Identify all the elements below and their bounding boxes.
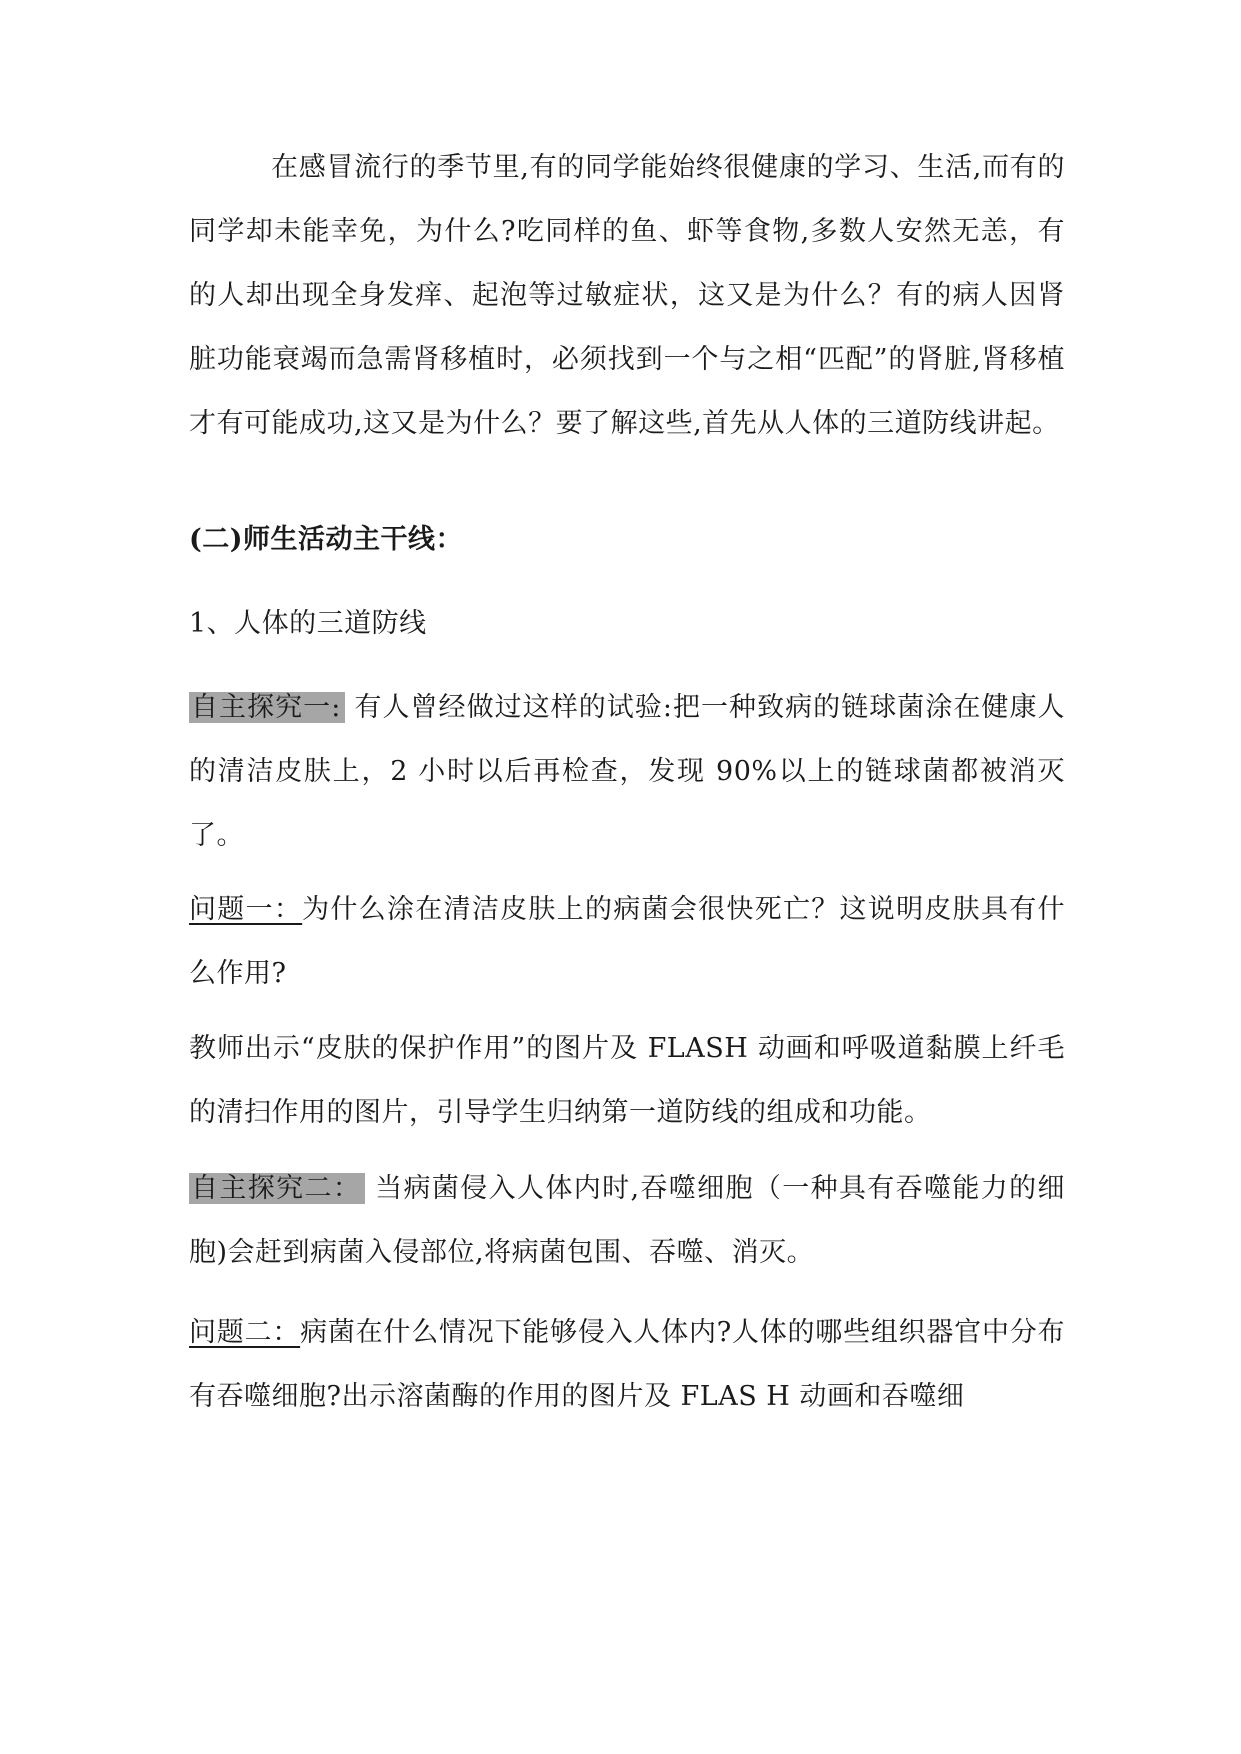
question-2-text: 病菌在什么情况下能够侵入人体内?人体的哪些组织器官中分布有吞噬细胞?出示溶菌酶的作用的图片及 FLAS H 动画和吞噬细 — [189, 1317, 1066, 1412]
inquiry-1-label: 自主探究一: — [189, 692, 345, 723]
question-2-label: 问题二： — [189, 1317, 301, 1348]
inquiry-1-paragraph — [189, 676, 1065, 868]
question-1-label: 问题一： — [189, 894, 303, 925]
teacher-note-text: 教师出示“皮肤的保护作用”的图片及 FLASH 动画和呼吸道黏膜上纤毛的清扫作用的图片，引导学生归纳第一道防线的组成和功能。 — [189, 1033, 1065, 1128]
subheading: 1、人体的三道防线 — [189, 608, 427, 639]
inquiry-2-paragraph — [189, 1157, 1065, 1285]
intro-paragraph — [189, 136, 1065, 456]
question-1-paragraph — [189, 878, 1065, 1006]
inquiry-2-text: 当病菌侵入人体内时,吞噬细胞（一种具有吞噬能力的细胞)会赶到病菌入侵部位,将病菌包围、吞噬、消灭。 — [189, 1173, 1066, 1268]
question-1-text: 为什么涂在清洁皮肤上的病菌会很快死亡？这说明皮肤具有什么作用? — [189, 894, 1066, 989]
question-2-paragraph — [189, 1301, 1065, 1429]
section-heading: (二)师生活动主干线： — [189, 524, 464, 555]
inquiry-2-label: 自主探究二： — [189, 1173, 365, 1204]
teacher-note-paragraph — [189, 1017, 1065, 1145]
intro-text: 在感冒流行的季节里,有的同学能始终很健康的学习、生活,而有的同学却未能幸免，为什么?吃同样的鱼、虾等食物,多数人安然无恙，有的人却出现全身发痒、起泡等过敏症状，这又是为什么？有的病人因肾脏功能衰竭而急需肾移植时，必须找到一个与之相“匹配”的肾脏,肾移植才有可能成功,这又是为什么？要了解这些,首先从人体的三道防线讲起。 — [189, 152, 1065, 439]
inquiry-1-text: 有人曾经做过这样的试验:把一种致病的链球菌涂在健康人的清洁皮肤上，2 小时以后再检查，发现 90%以上的链球菌都被消灭了。 — [189, 692, 1065, 851]
